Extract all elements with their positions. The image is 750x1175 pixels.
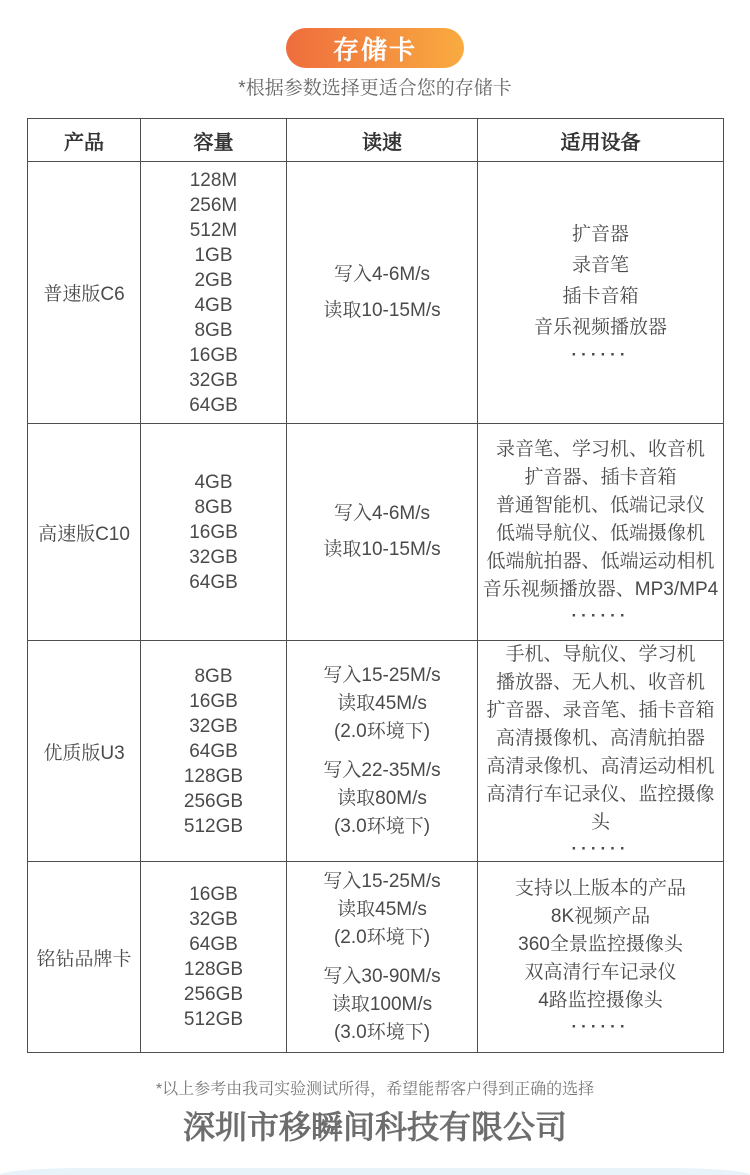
- list-line: 扩音器、插卡音箱: [524, 467, 677, 488]
- list-line: (3.0环境下): [333, 815, 431, 837]
- list-line: 8GB: [194, 665, 233, 687]
- product-name: 铭钻品牌卡: [28, 862, 141, 1053]
- page-title: 存储卡: [332, 34, 417, 65]
- device-list: [478, 162, 724, 424]
- list-line: 高清摄像机、高清航拍器: [495, 728, 705, 749]
- list-line: 32GB: [189, 546, 238, 568]
- list-line: 64GB: [189, 934, 238, 955]
- list-line: 录音笔: [571, 254, 629, 276]
- list-line: 高清录像机、高清运动相机: [486, 756, 715, 777]
- product-name: 普速版C6: [28, 162, 141, 424]
- list-line: 64GB: [189, 571, 238, 593]
- list-line: 读取100M/s: [331, 993, 433, 1015]
- speed-group: [287, 496, 477, 568]
- speed-cell: [287, 862, 478, 1053]
- list-line: 8GB: [194, 319, 233, 341]
- list-line: 8GB: [194, 496, 233, 518]
- list-line: 128GB: [183, 765, 244, 787]
- title-badge: [286, 28, 464, 68]
- list-line: 16GB: [189, 344, 238, 366]
- speed-group: [287, 963, 477, 1047]
- list-line: 读取10-15M/s: [323, 539, 441, 560]
- col-header-speed: 读速: [287, 119, 478, 162]
- list-line: 写入15-25M/s: [323, 870, 441, 892]
- next-section-edge: [0, 1168, 750, 1175]
- capacity-list: [141, 641, 287, 862]
- capacity-list: [141, 424, 287, 641]
- list-line: 高清行车记录仪、监控摄像头: [486, 784, 715, 833]
- list-line: 写入4-6M/s: [333, 263, 431, 285]
- list-line: 16GB: [189, 884, 238, 905]
- list-line: 512GB: [183, 1009, 244, 1030]
- list-line: 写入15-25M/s: [323, 664, 441, 686]
- speed-cell: [287, 424, 478, 641]
- list-line: 16GB: [189, 521, 238, 543]
- list-line: 360全景监控摄像头: [518, 934, 683, 955]
- list-line: 1GB: [194, 244, 233, 266]
- col-header-devices: 适用设备: [478, 119, 724, 162]
- list-line: 扩音器: [571, 223, 629, 245]
- list-line: 音乐视频播放器: [533, 316, 667, 338]
- list-line: (3.0环境下): [333, 1021, 431, 1043]
- speed-group: [287, 257, 477, 329]
- capacity-list: [141, 162, 287, 424]
- col-header-capacity: 容量: [141, 119, 287, 162]
- disclaimer-text: *以上参考由我司实验测试所得，希望能帮客户得到正确的选择: [155, 1081, 595, 1098]
- memory-card-spec-page: [0, 28, 750, 1175]
- page-subtitle: *根据参数选择更适合您的存储卡: [238, 78, 512, 99]
- list-line: 128GB: [183, 959, 244, 980]
- list-line: 64GB: [189, 740, 238, 762]
- list-line: (2.0环境下): [333, 720, 431, 742]
- list-line: 支持以上版本的产品: [514, 878, 686, 899]
- list-line: 普通智能机、低端记录仪: [495, 495, 705, 516]
- list-line: 手机、导航仪、学习机: [505, 644, 696, 665]
- list-line: 64GB: [189, 394, 238, 416]
- list-line: 16GB: [189, 690, 238, 712]
- list-line: 写入22-35M/s: [323, 759, 441, 781]
- product-name: 优质版U3: [28, 641, 141, 862]
- list-line: 512GB: [183, 815, 244, 837]
- list-line: (2.0环境下): [333, 926, 431, 948]
- list-line: 读取45M/s: [337, 692, 427, 714]
- list-line: 插卡音箱: [562, 285, 639, 307]
- speed-cell: [287, 641, 478, 862]
- list-line: 128M: [189, 169, 238, 191]
- list-line: 低端航拍器、低端运动相机: [486, 551, 715, 572]
- list-line: ······: [571, 606, 630, 625]
- speed-group: [287, 662, 477, 746]
- list-line: 读取10-15M/s: [323, 299, 441, 321]
- company-name: 深圳市移瞬间科技有限公司: [182, 1109, 567, 1145]
- list-line: 播放器、无人机、收音机: [495, 672, 705, 693]
- list-line: 512M: [189, 219, 238, 241]
- table-row: [28, 641, 724, 862]
- list-line: 双高清行车记录仪: [524, 962, 677, 983]
- list-line: ······: [571, 839, 630, 858]
- list-line: 2GB: [194, 269, 233, 291]
- list-line: 32GB: [189, 715, 238, 737]
- spec-table: [27, 118, 724, 1053]
- list-line: 4路监控摄像头: [538, 990, 663, 1011]
- device-list: [478, 862, 724, 1053]
- speed-group: [287, 868, 477, 952]
- list-line: ······: [571, 344, 630, 364]
- list-line: 录音笔、学习机、收音机: [495, 439, 705, 460]
- speed-cell: [287, 162, 478, 424]
- list-line: ······: [571, 1017, 630, 1036]
- speed-group: [287, 757, 477, 841]
- product-name: 高速版C10: [28, 424, 141, 641]
- list-line: 256GB: [183, 984, 244, 1005]
- list-line: 4GB: [194, 471, 233, 493]
- table-row: [28, 162, 724, 424]
- list-line: 写入4-6M/s: [333, 503, 431, 524]
- table-row: [28, 862, 724, 1053]
- list-line: 低端导航仪、低端摄像机: [495, 523, 705, 544]
- list-line: 读取80M/s: [337, 787, 427, 809]
- list-line: 音乐视频播放器、MP3/MP4: [482, 579, 719, 600]
- col-header-product: 产品: [28, 119, 141, 162]
- list-line: 写入30-90M/s: [323, 965, 441, 987]
- list-line: 256GB: [183, 790, 244, 812]
- list-line: 读取45M/s: [337, 898, 427, 920]
- list-line: 32GB: [189, 909, 238, 930]
- table-header-row: [28, 119, 724, 162]
- list-line: 256M: [189, 194, 238, 216]
- device-list: [478, 424, 724, 641]
- table-row: [28, 424, 724, 641]
- list-line: 8K视频产品: [550, 906, 651, 927]
- device-list: [478, 641, 724, 862]
- list-line: 扩音器、录音笔、插卡音箱: [486, 700, 715, 721]
- list-line: 4GB: [194, 294, 233, 316]
- list-line: 32GB: [189, 369, 238, 391]
- capacity-list: [141, 862, 287, 1053]
